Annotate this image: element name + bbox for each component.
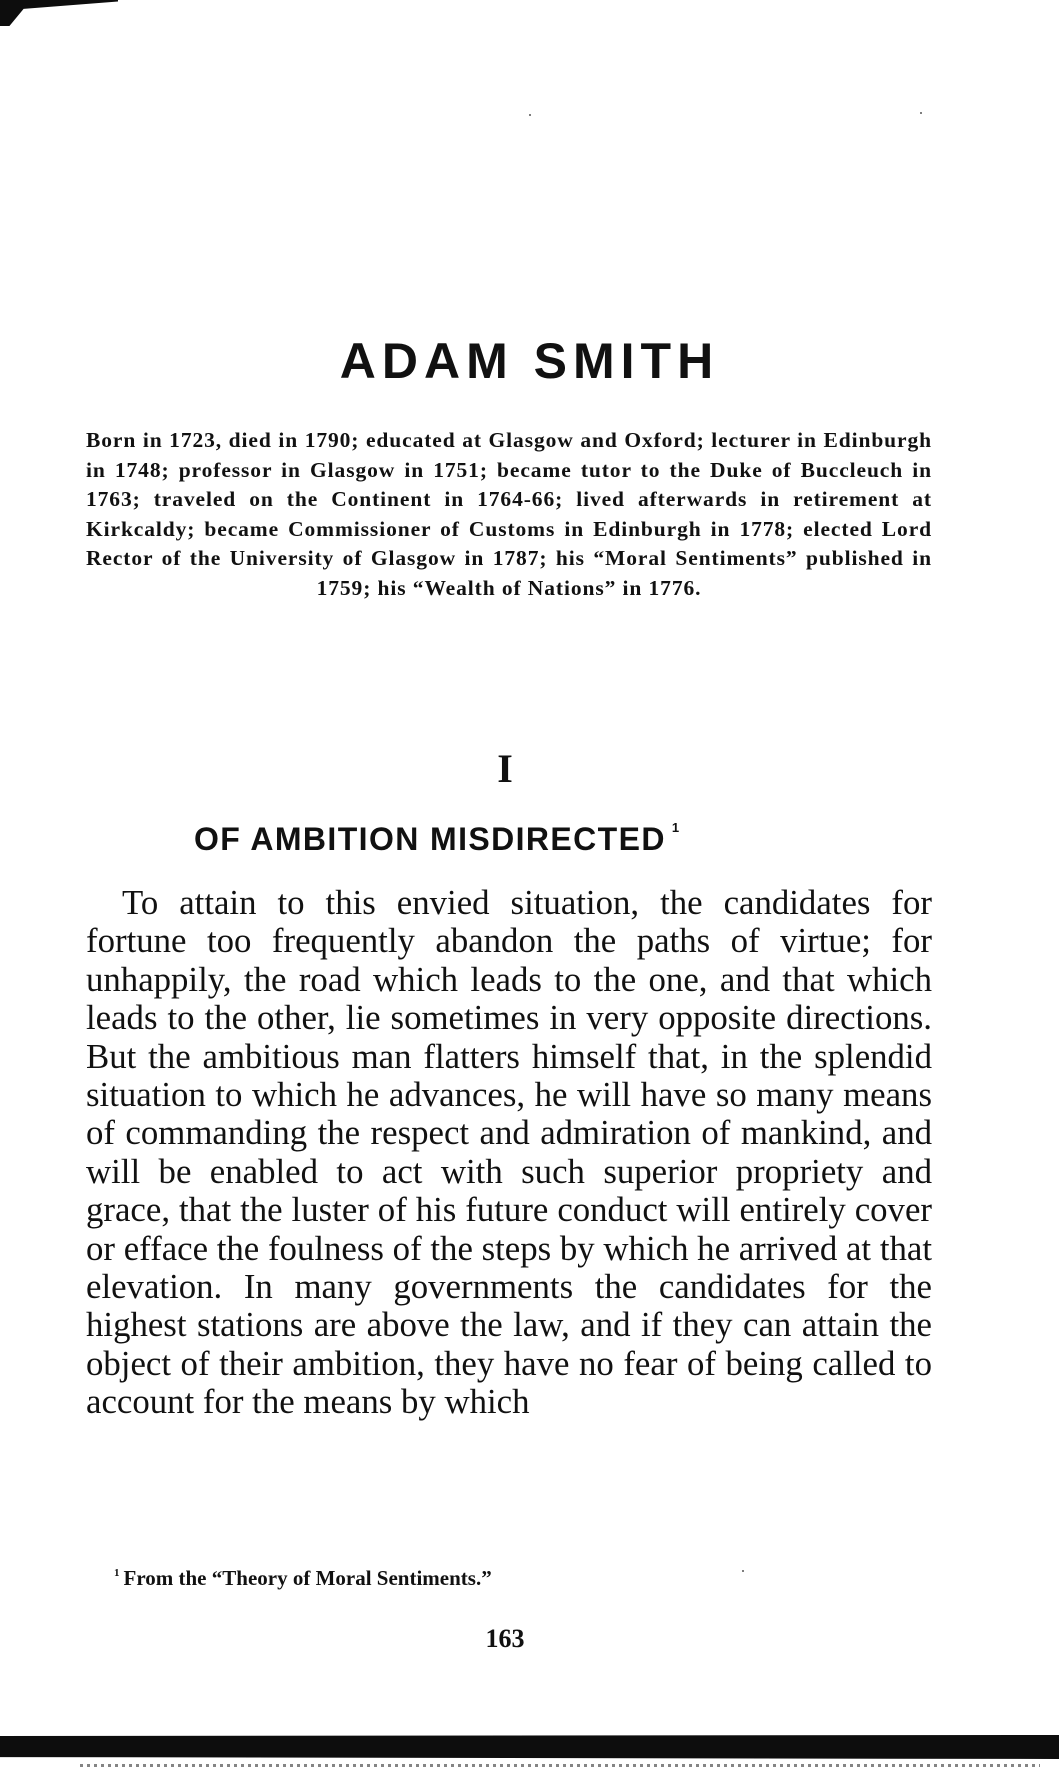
page-number: 163 [485, 1624, 525, 1653]
footnote-text: From the “Theory of Moral Sentiments.” [123, 1566, 492, 1590]
scan-speck [742, 1570, 744, 1572]
footnote-marker: 1 [114, 1567, 120, 1579]
scan-speck [920, 112, 922, 114]
author-biography: Born in 1723, died in 1790; educated at Glasgow and Oxford; lecturer in Edinburgh in 1748; professor in Glasgow in 1751; became tutor to the Duke of Buccleuch in 1763; traveled on the Continent in 1764-66; lived afterwards in retirement at Kirkcaldy; became Commissioner of Customs in Edinburgh in 1778; elected Lord Rector of the University of Glasgow in 1787; his “Moral Sentiments” published in 1759; his “Wealth of Nations” in 1776. [86, 428, 932, 600]
chapter-title [194, 820, 681, 858]
footnote [114, 1566, 492, 1591]
scan-edge-bottom [0, 1735, 1059, 1759]
scan-edge-bottom-noise [80, 1764, 1040, 1767]
chapter-title-text: OF AMBITION MISDIRECTED [194, 821, 666, 857]
footnote-reference: 1 [671, 820, 681, 835]
body-paragraph: To attain to this envied situation, the candidates for fortune too frequently abandon the paths of virtue; for unhappily, the road which leads to the one, and that which leads to the other, lie sometimes in very opposite directions. But the ambitious man flatters himself that, in the splendid situation to which he advances, he will have so many means of commanding the respect and admiration of mankind, and will be enabled to act with such superior propriety and grace, that the luster of his future conduct will entirely cover or efface the foulness of the steps by which he arrived at that elevation. In many governments the candidates for the highest stations are above the law, and if they can attain the object of their ambition, they have no fear of being called to account for the means by which [86, 883, 932, 1422]
section-number: I [497, 746, 513, 791]
scan-speck [529, 114, 531, 116]
page-title: ADAM SMITH [339, 333, 720, 389]
scan-edge-top-left [0, 0, 118, 26]
